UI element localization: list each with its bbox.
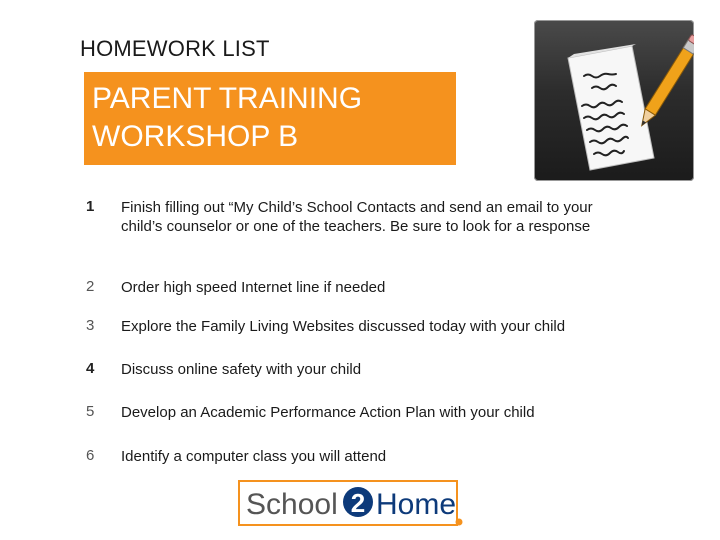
logo-right-text: Home bbox=[376, 488, 457, 521]
item-number: 2 bbox=[86, 278, 95, 295]
item-text: Order high speed Internet line if needed bbox=[121, 279, 386, 296]
item-text: Identify a computer class you will attend bbox=[121, 448, 387, 465]
title-line-1: PARENT TRAINING bbox=[92, 82, 363, 115]
item-text: Explore the Family Living Websites discussed today with your child bbox=[121, 318, 566, 335]
item-text: Finish filling out “My Child’s School Contacts and send an email to your child’s counselor or one of the teachers. Be sure to look for a response bbox=[121, 199, 593, 235]
item-text: Discuss online safety with your child bbox=[121, 361, 362, 378]
logo-left-text: School bbox=[246, 488, 338, 521]
item-number: 6 bbox=[86, 447, 95, 464]
school2home-logo bbox=[238, 480, 464, 528]
logo-badge-text: 2 bbox=[350, 488, 366, 518]
page-header-label: HOMEWORK LIST bbox=[80, 36, 270, 61]
item-number: 4 bbox=[86, 360, 95, 377]
item-text: Develop an Academic Performance Action Plan with your child bbox=[121, 404, 535, 421]
item-number: 3 bbox=[86, 317, 95, 334]
title-line-2: WORKSHOP B bbox=[92, 120, 299, 153]
item-number: 5 bbox=[86, 403, 95, 420]
item-number: 1 bbox=[86, 198, 95, 215]
